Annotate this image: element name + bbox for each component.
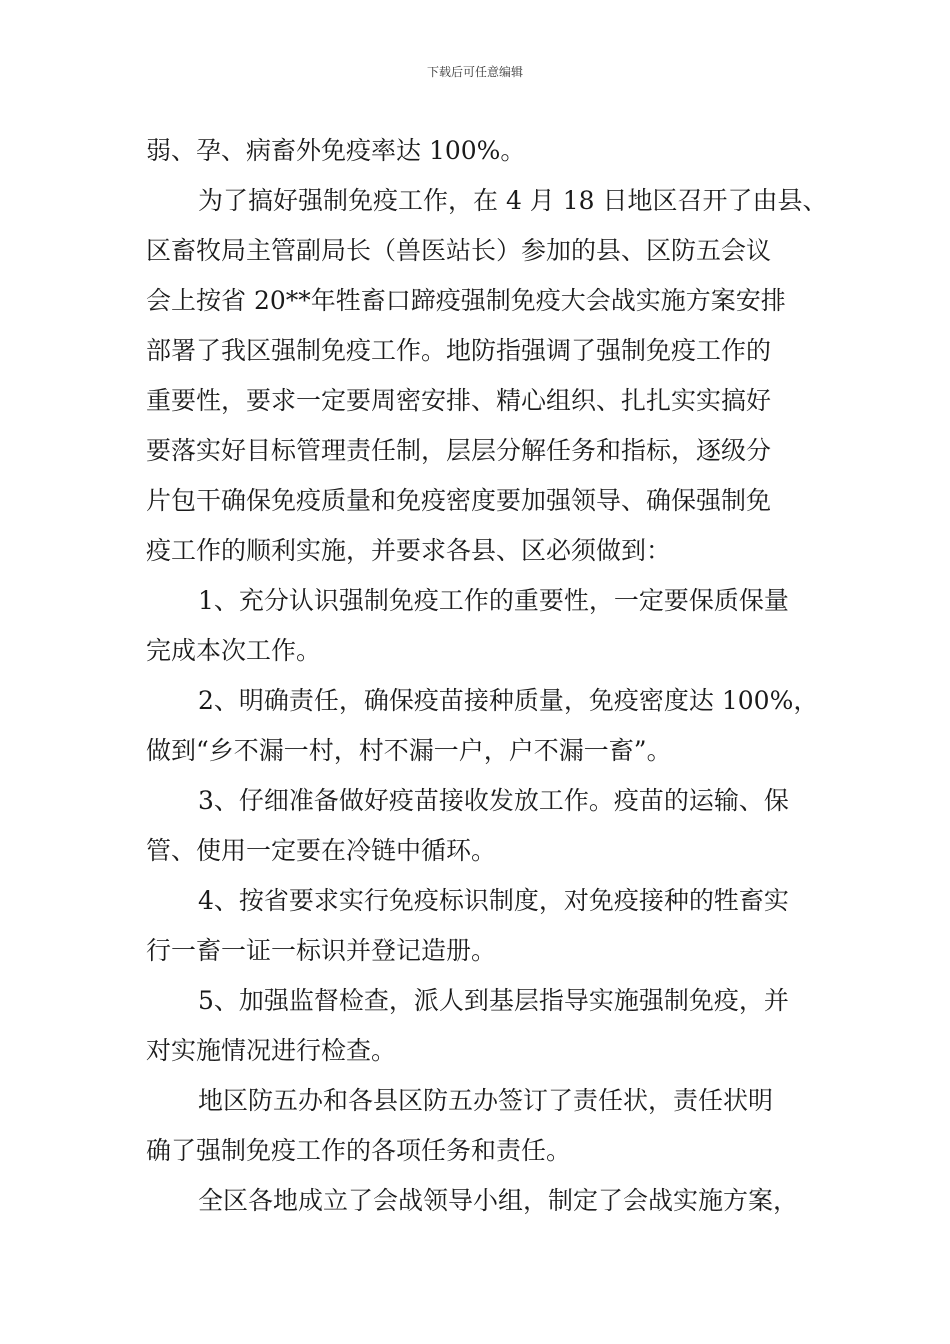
page-header: 下载后可任意编辑 <box>426 65 523 79</box>
text-line: 部署了我区强制免疫工作。地防指强调了强制免疫工作的 <box>146 336 772 365</box>
list-item-5: 5、加强监督检查，派人到基层指导实施强制免疫，并 <box>198 986 789 1015</box>
text-line: 重要性，要求一定要周密安排、精心组织、扎扎实实搞好 <box>146 386 772 415</box>
text-line: 会上按省 20**年牲畜口蹄疫强制免疫大会战实施方案安排 <box>146 286 786 315</box>
list-item-3: 3、仔细准备做好疫苗接收发放工作。疫苗的运输、保 <box>198 786 789 815</box>
text-line: 全区各地成立了会战领导小组，制定了会战实施方案， <box>198 1186 799 1215</box>
text-line: 做到“乡不漏一村，村不漏一户，户不漏一畜”。 <box>146 736 672 765</box>
list-item-1: 1、充分认识强制免疫工作的重要性，一定要保质保量 <box>198 586 789 615</box>
list-item-4: 4、按省要求实行免疫标识制度，对免疫接种的牲畜实 <box>198 886 789 915</box>
text-line: 对实施情况进行检查。 <box>146 1036 397 1065</box>
text-line: 管、使用一定要在冷链中循环。 <box>146 836 497 865</box>
document-body <box>146 126 828 1226</box>
text-line: 行一畜一证一标识并登记造册。 <box>146 936 497 965</box>
text-line: 区畜牧局主管副局长（兽医站长）参加的县、区防五会议 <box>146 236 772 265</box>
text-line: 疫工作的顺利实施，并要求各县、区必须做到： <box>146 536 672 565</box>
text-line: 为了搞好强制免疫工作，在 4 月 18 日地区召开了由县、 <box>198 186 828 215</box>
list-item-2: 2、明确责任，确保疫苗接种质量，免疫密度达 100%， <box>198 686 819 715</box>
text-line: 完成本次工作。 <box>146 636 322 665</box>
text-line: 要落实好目标管理责任制，层层分解任务和指标，逐级分 <box>146 436 772 465</box>
text-line: 弱、孕、病畜外免疫率达 100%。 <box>146 136 526 165</box>
text-line: 地区防五办和各县区防五办签订了责任状，责任状明 <box>198 1086 774 1115</box>
text-line: 确了强制免疫工作的各项任务和责任。 <box>146 1136 572 1165</box>
text-line: 片包干确保免疫质量和免疫密度要加强领导、确保强制免 <box>146 486 772 515</box>
